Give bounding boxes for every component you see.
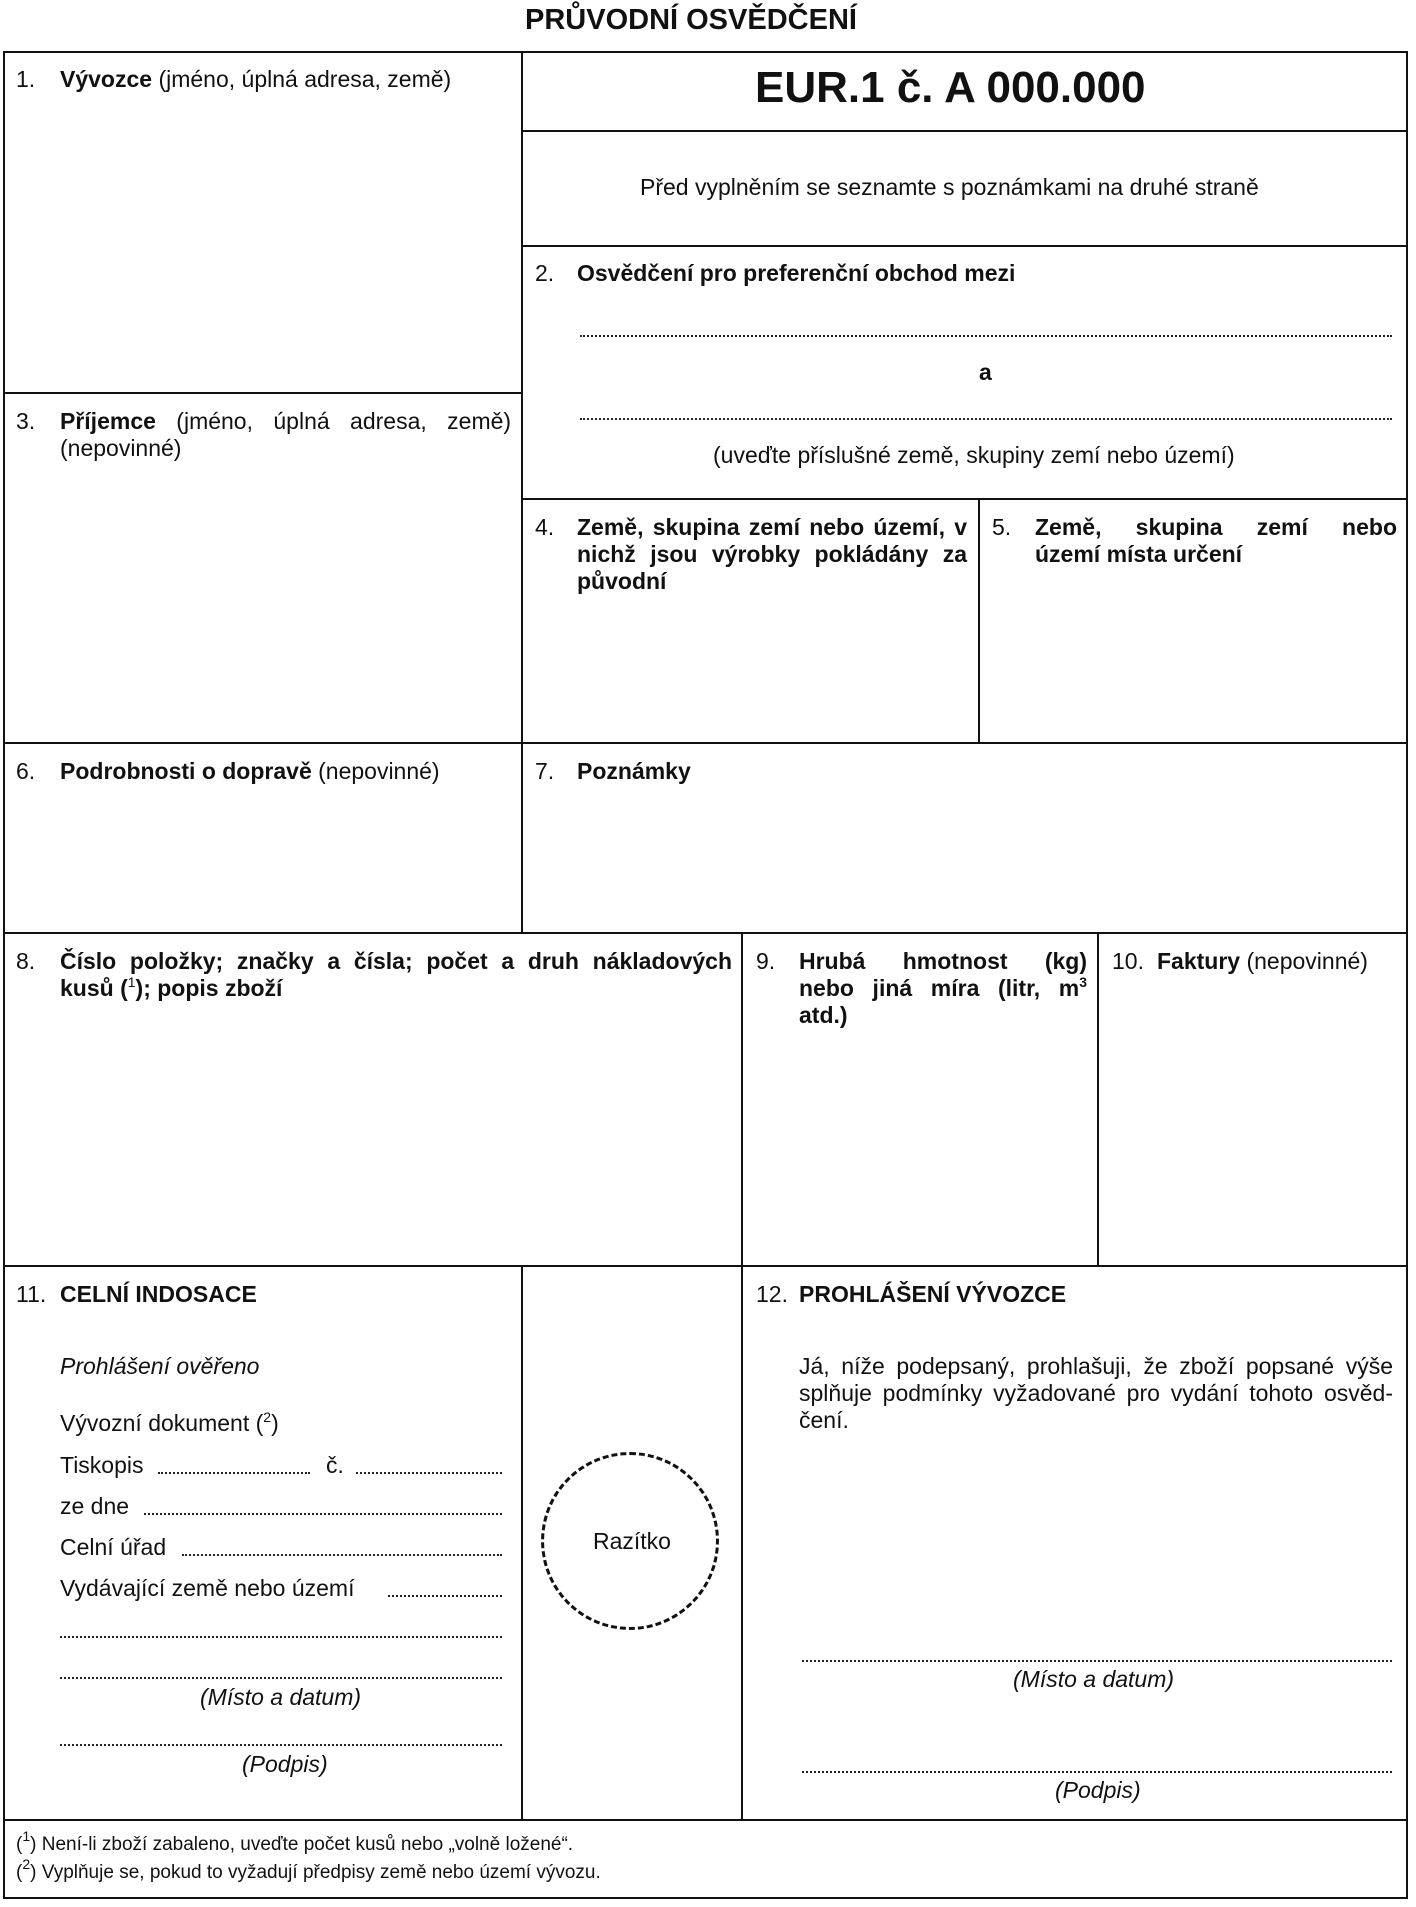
box2-country-line-2[interactable] (580, 418, 1392, 420)
divider-h-header (521, 130, 1408, 132)
box11-line-1[interactable] (60, 1636, 502, 1638)
box4-line3: původní (577, 568, 667, 594)
box11-place-date-field[interactable] (60, 1677, 502, 1679)
box1-number: 1. (16, 66, 36, 92)
box9-line2: nebo jiná míra (litr, $m^3$ (799, 974, 1087, 1001)
divider-v-main (521, 51, 523, 934)
box8-number: 8. (16, 948, 36, 974)
box12-signature-field[interactable] (802, 1771, 1392, 1773)
box1-label: Vývozce (jméno, úplná adresa, země) (60, 66, 452, 92)
box11-no-label: č. (326, 1452, 344, 1478)
certificate-number: EUR.1 č. A 000.000 (755, 63, 1146, 112)
divider-h-box6 (3, 742, 1408, 744)
box4-line2: nichž jsou výrobky pokládány za (577, 541, 967, 567)
box9-line1: Hrubá hmotnost (kg) (799, 948, 1087, 974)
box2-and: a (979, 359, 992, 385)
stamp-label: Razítko (593, 1528, 671, 1554)
divider-h-box2 (521, 245, 1408, 247)
box11-signature-label: (Podpis) (242, 1751, 328, 1777)
notice-text: Před vyplněním se seznamte s poznámkami na druhé straně (640, 174, 1259, 200)
box10-number: 10. (1112, 948, 1144, 974)
box5-line1: Země, skupina zemí nebo (1035, 514, 1397, 540)
box12-signature-label: (Podpis) (1055, 1777, 1141, 1803)
divider-h-box1 (3, 392, 523, 394)
box9-number: 9. (756, 948, 776, 974)
divider-v-box9 (741, 932, 743, 1267)
box3-optional: (nepovinné) (60, 435, 182, 461)
box11-issuing-field[interactable] (388, 1595, 502, 1597)
box8-line1: Číslo položky; značky a čísla; počet a druh nákladových (60, 948, 732, 974)
divider-h-box4 (521, 498, 1408, 500)
box11-office-field[interactable] (182, 1554, 502, 1556)
box11-label: CELNÍ INDOSACE (60, 1281, 257, 1307)
divider-v-stamp-right (741, 1265, 743, 1821)
divider-h-box11 (3, 1265, 1408, 1267)
box12-number: 12. (756, 1281, 788, 1307)
box12-place-date-label: (Místo a datum) (1013, 1666, 1175, 1692)
box3-number: 3. (16, 408, 36, 434)
box9-line3: atd.) (799, 1002, 848, 1028)
box11-date-field[interactable] (144, 1513, 502, 1515)
box12-place-date-field[interactable] (802, 1660, 1392, 1662)
box5-line2: území místa určení (1035, 541, 1243, 567)
page-title: PRŮVODNÍ OSVĚDČENÍ (525, 4, 857, 36)
box8-line2: kusů ($^1$); popis zboží (60, 974, 283, 1001)
box4-number: 4. (535, 514, 555, 540)
box11-signature-field[interactable] (60, 1744, 502, 1746)
box11-number: 11. (16, 1281, 47, 1307)
box6-number: 6. (16, 758, 36, 784)
box6-label: Podrobnosti o dopravě (nepovinné) (60, 758, 440, 784)
box11-form-label: Tiskopis (60, 1452, 144, 1478)
box12-label: PROHLÁŠENÍ VÝVOZCE (799, 1281, 1067, 1307)
box11-issuing-label: Vydávající země nebo území (60, 1575, 355, 1601)
divider-v-box5 (978, 498, 980, 744)
divider-h-footnotes (3, 1819, 1408, 1821)
box12-line1: Já, níže podepsaný, prohlašuji, že zboží popsané výše (799, 1353, 1393, 1379)
divider-v-box10 (1097, 932, 1099, 1267)
box2-country-line-1[interactable] (580, 335, 1392, 337)
box3-label: Příjemce (jméno, úplná adresa, země) (60, 408, 512, 434)
box12-line2: splňuje podmínky vyžadované pro vydání tohoto osvěd- (799, 1380, 1393, 1406)
box11-office-label: Celní úřad (60, 1534, 167, 1560)
box5-number: 5. (992, 514, 1012, 540)
box2-label: Osvědčení pro preferenční obchod mezi (577, 260, 1016, 286)
box11-verified: Prohlášení ověřeno (60, 1353, 260, 1379)
box11-date-label: ze dne (60, 1493, 130, 1519)
box4-line1: Země, skupina zemí nebo území, v (577, 514, 967, 540)
box11-no-field[interactable] (356, 1472, 502, 1474)
box7-label: Poznámky (577, 758, 691, 784)
box2-hint: (uveďte příslušné země, skupiny zemí nebo území) (713, 442, 1235, 468)
divider-v-stamp-left (521, 1265, 523, 1821)
box10-label: Faktury (nepovinné) (1157, 948, 1368, 974)
box2-number: 2. (535, 260, 555, 286)
footnote-2: ($^2$) Vyplňuje se, pokud to vyžadují předpisy země nebo území vývozu. (16, 1856, 601, 1883)
divider-h-box8 (3, 932, 1408, 934)
box12-line3: čení. (799, 1407, 849, 1433)
box11-form-field[interactable] (158, 1472, 310, 1474)
footnote-1: ($^1$) Není-li zboží zabaleno, uveďte počet kusů nebo „volně ložené“. (16, 1828, 574, 1855)
box11-export-doc: Vývozní dokument ($^2$) (60, 1409, 279, 1436)
box11-place-date-label: (Místo a datum) (200, 1684, 362, 1710)
box7-number: 7. (535, 758, 555, 784)
